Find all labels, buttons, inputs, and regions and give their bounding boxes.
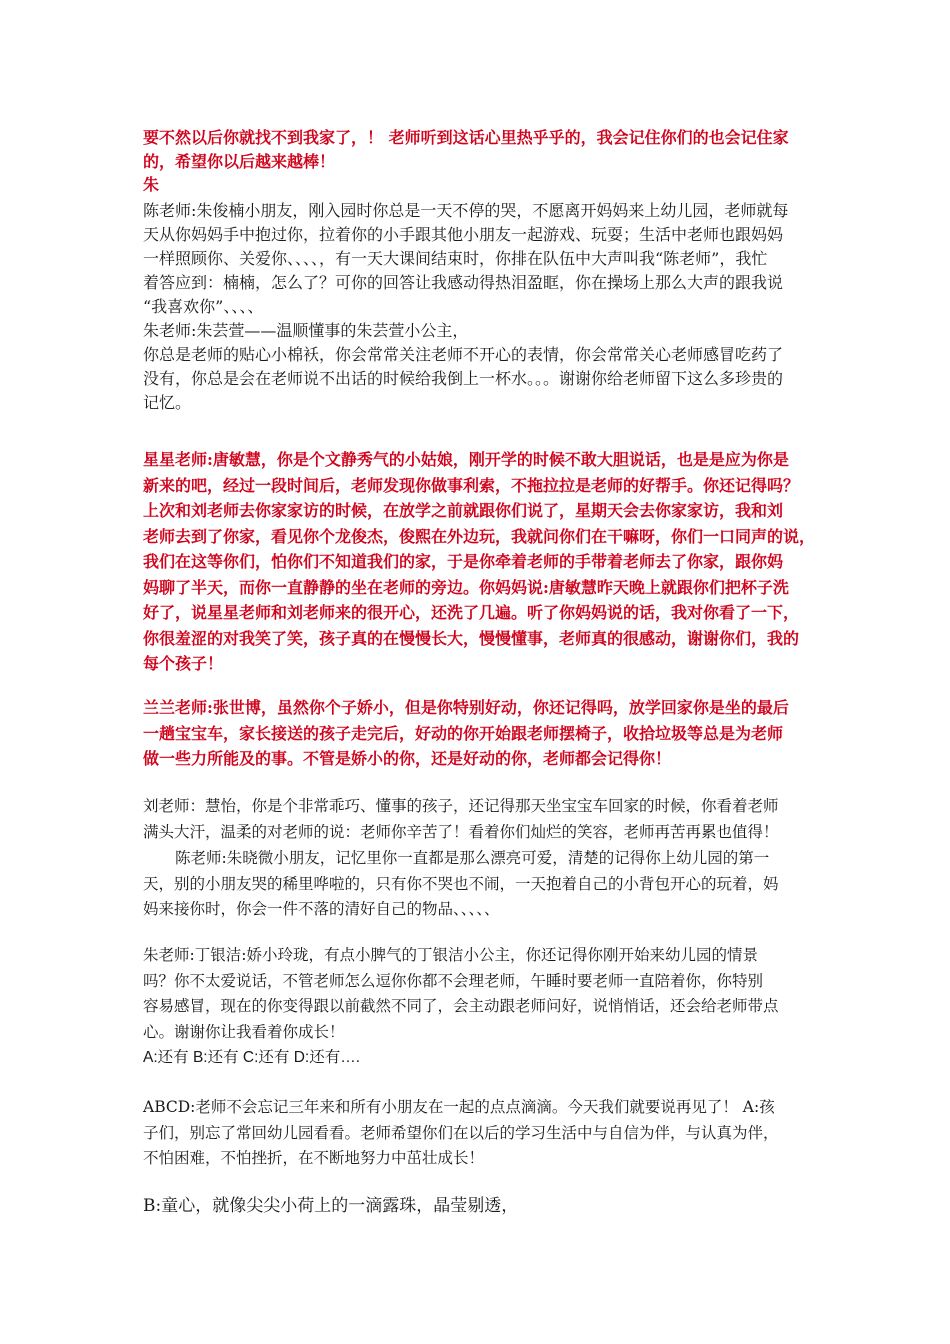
text-line: 陈老师:朱俊楠小朋友，刚入园时你总是一天不停的哭，不愿离开妈妈来上幼儿园，老师就每	[143, 201, 789, 220]
text-line: 吗？你不太爱说话，不管老师怎么逗你你都不会理老师，午睡时要老师一直陪着你，你特别	[143, 971, 764, 990]
text-line: 你总是老师的贴心小棉袄，你会常常关注老师不开心的表情，你会常常关心老师感冒吃药了	[143, 345, 784, 364]
paragraph-teacher-chen-zhu	[143, 199, 811, 415]
text-line: 陈老师:朱晓微小朋友，记忆里你一直都是那么漂亮可爱，清楚的记得你上幼儿园的第一	[175, 849, 770, 867]
text-line: 心。谢谢你让我看着你成长！	[143, 1022, 345, 1041]
text-line: 每个孩子！	[143, 654, 224, 673]
paragraph-teacher-liu	[143, 794, 811, 845]
text-line: 的，希望你以后越来越棒！	[143, 151, 336, 171]
text-line: 不怕困难，不怕挫折，在不断地努力中茁壮成长！	[143, 1149, 485, 1167]
paragraph-childlike-heart	[143, 1193, 811, 1219]
text-line: 新来的吧，经过一段时间后，老师发现你做事利索，不拖拉拉是老师的好帮手。你还记得吗？	[143, 475, 800, 495]
text-line: 满头大汗，温柔的对老师的说：老师你辛苦了！看着你们灿烂的笑容，老师再苦再累也值得！	[143, 822, 779, 841]
text-line: 容易感冒，现在的你变得跟以前截然不同了，会主动跟老师问好，说悄悄话，还会给老师带点	[143, 997, 779, 1015]
text-line: 着答应到：楠楠，怎么了？可你的回答让我感动得热泪盈眶，你在操场上那么大声的跟我说	[143, 273, 784, 292]
text-line: 我们在这等你们，怕你们不知道我们的家，于是你牵着老师的手带着老师去了你家，跟你妈	[143, 552, 784, 571]
text-line: ABCD:老师不会忘记三年来和所有小朋友在一起的点点滴滴。今天我们就要说再见了！ A:孩	[143, 1098, 775, 1116]
text-line: 一趟宝宝车，家长接送的孩子走完后，好动的你开始跟老师摆椅子，收拾垃圾等总是为老师	[143, 723, 784, 743]
text-line: 朱	[143, 175, 160, 194]
paragraph-abcd-farewell	[143, 1095, 811, 1172]
text-line: 子们，别忘了常回幼儿园看看。老师希望你们在以后的学习生活中与自信为伴，与认真为伴，	[143, 1123, 779, 1142]
paragraph-farewell-promise	[143, 126, 811, 197]
text-line: 妈来接你时，你会一件不落的清好自己的物品、、、、、	[143, 900, 500, 918]
text-line: 朱老师:丁银洁:娇小玲珑，有点小脾气的丁银洁小公主，你还记得你刚开始来幼儿园的情景	[143, 946, 758, 964]
text-line: 上次和刘老师去你家家访的时候，在放学之前就跟你们说了，星期天会去你家家访，我和刘	[143, 501, 784, 520]
text-line: 一样照顾你、关爱你、、、、，有一天大课间结束时，你排在队伍中大声叫我“陈老师”，我忙	[143, 249, 768, 268]
paragraph-teacher-zhu-dingyinjie	[143, 943, 811, 1045]
text-line: 要不然以后你就找不到我家了，！ 老师听到这话心里热乎乎的，我会记住你们的也会记住家	[143, 128, 789, 147]
text-line: 星星老师:唐敏慧，你是个文静秀气的小姑娘，刚开学的时候不敢大胆说话，也是是应为你是	[143, 450, 789, 469]
text-line: 天，别的小朋友哭的稀里哗啦的，只有你不哭也不闹，一天抱着自己的小背包开心的玩着，妈	[143, 874, 779, 893]
text-line: 妈聊了半天，而你一直静静的坐在老师的旁边。你妈妈说:唐敏慧昨天晚上就跟你们把杯子洗	[143, 577, 789, 597]
paragraph-teacher-chen-xiaowei	[143, 846, 811, 923]
text-line: 做一些力所能及的事。不管是娇小的你，还是好动的你，老师都会记得你！	[143, 749, 672, 768]
text-line: 好了，说星星老师和刘老师来的很开心，还洗了几遍。听了你妈妈说的话，我对你看了一下，	[143, 603, 800, 622]
text-line: A:还有 B:还有 C:还有 D:还有….	[143, 1049, 361, 1066]
text-line: B:童心，就像尖尖小荷上的一滴露珠，晶莹剔透，	[143, 1196, 519, 1216]
paragraph-star-teacher	[143, 447, 816, 677]
text-line: 朱老师:朱芸萱——温顺懂事的朱芸萱小公主，	[143, 321, 469, 340]
text-line: 没有，你总是会在老师说不出话的时候给我倒上一杯水。。。谢谢你给老师留下这么多珍贵的	[143, 369, 784, 388]
text-line: “我喜欢你”、、、、	[143, 297, 264, 316]
text-line: 天从你妈妈手中抱过你，拉着你的小手跟其他小朋友一起游戏、玩耍；生活中老师也跟妈妈	[143, 225, 784, 244]
text-line: 刘老师：慧怡，你是个非常乖巧、懂事的孩子，还记得那天坐宝宝车回家的时候，你看着老师	[143, 797, 779, 815]
text-line: 你很羞涩的对我笑了笑，孩子真的在慢慢长大，慢慢懂事，老师真的很感动，谢谢你们，我的	[143, 628, 800, 648]
text-line: 兰兰老师:张世博，虽然你个子娇小，但是你特别好动，你还记得吗，放学回家你是坐的最后	[143, 698, 789, 717]
text-line: 老师去到了你家，看见你个龙俊杰，俊熙在外边玩，我就问你们在干嘛呀，你们一口同声的说，	[143, 526, 816, 546]
paragraph-lanlan-teacher	[143, 695, 811, 772]
paragraph-abcd-also	[143, 1045, 811, 1071]
text-line: 记忆。	[143, 393, 192, 412]
